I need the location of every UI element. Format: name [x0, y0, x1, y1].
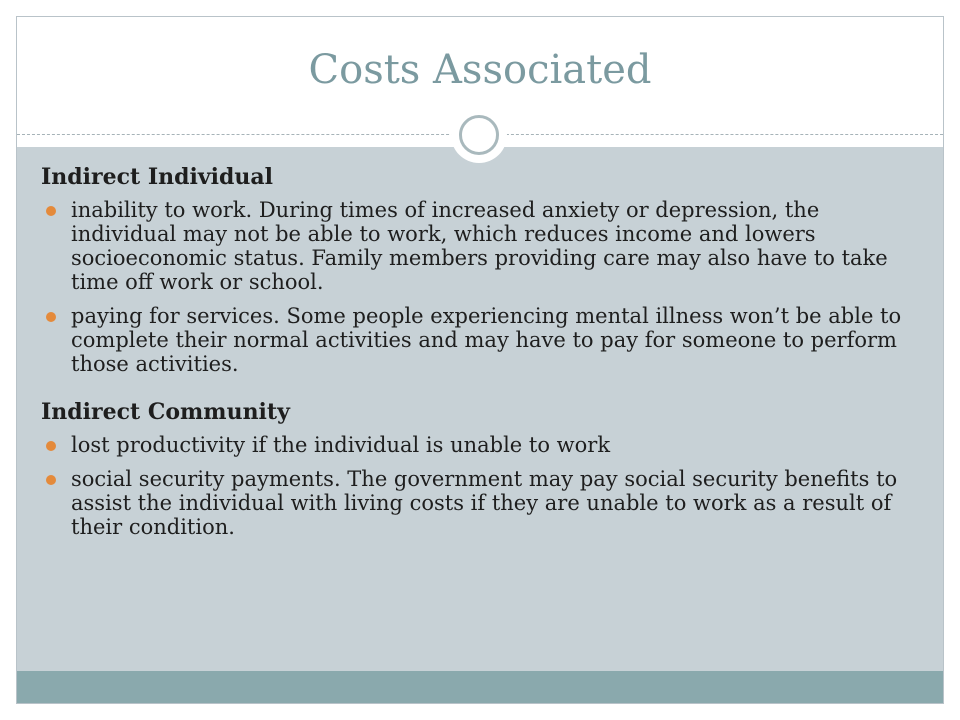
bullet-list-indirect-community [41, 433, 911, 539]
slide-body [41, 163, 911, 549]
bullet-dot-icon [46, 441, 56, 451]
bullet-dot-icon [46, 312, 56, 322]
list-item [41, 304, 911, 376]
list-item [41, 433, 911, 457]
section-heading-indirect-community: Indirect Community [41, 399, 290, 425]
bullet-dot-icon [46, 475, 56, 485]
bullet-text: inability to work. During times of increased anxiety or depression, the individual may not be able to work, which reduces income and lowers socioeconomic status. Family members providing care may also have to take time off work or school. [71, 198, 888, 294]
section-heading-indirect-individual: Indirect Individual [41, 164, 273, 190]
bullet-list-indirect-individual [41, 198, 911, 376]
slide-title: Costs Associated [308, 47, 652, 93]
circle-ornament-ring [459, 115, 499, 155]
content-area [17, 147, 943, 671]
bullet-text: paying for services. Some people experiencing mental illness won’t be able to complete their normal activities and may have to pay for someone to perform those activities. [71, 304, 902, 376]
slide [16, 16, 944, 704]
footer-bar [17, 671, 943, 703]
list-item [41, 467, 911, 539]
bullet-dot-icon [46, 206, 56, 216]
circle-ornament-icon [451, 107, 507, 163]
list-item [41, 198, 911, 294]
bullet-text: lost productivity if the individual is unable to work [71, 433, 611, 457]
bullet-text: social security payments. The government may pay social security benefits to assist the individual with living costs if they are unable to work as a result of their condition. [71, 467, 898, 539]
